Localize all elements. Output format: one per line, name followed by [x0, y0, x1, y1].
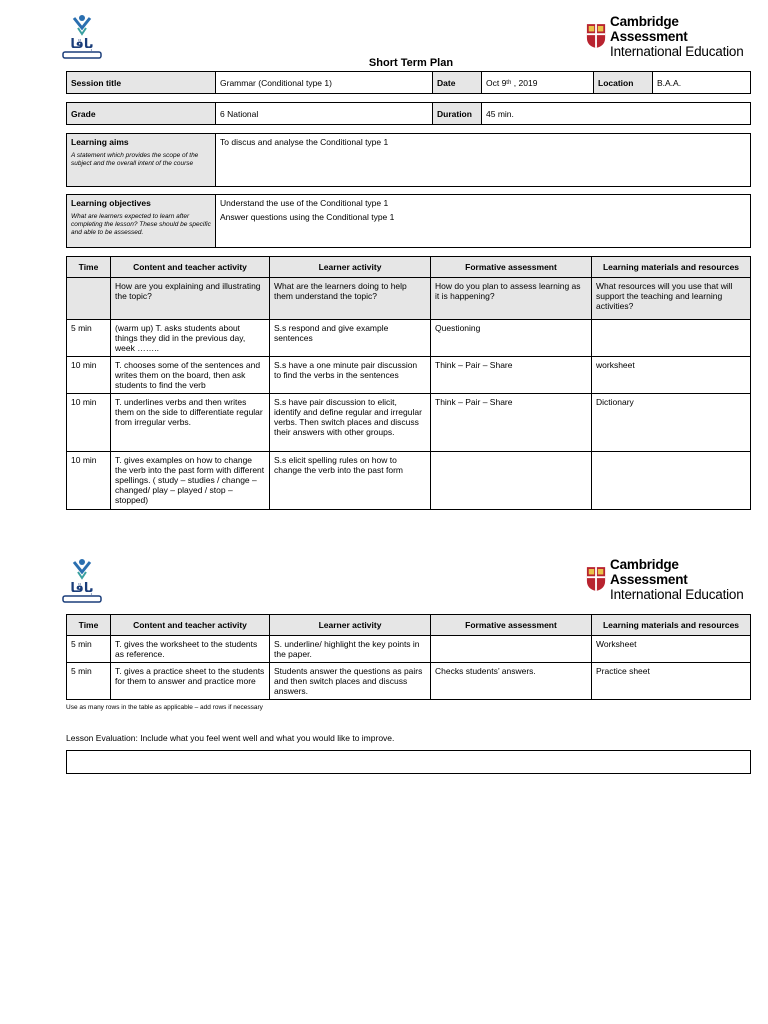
table-row: [67, 394, 751, 452]
table-cell: T. underlines verbs and then writes them on the side to differentiate regular from irregular verbs.: [111, 394, 270, 452]
cambridge-logo: [586, 13, 746, 59]
table-cell: worksheet: [592, 357, 751, 394]
cambridge-shield-icon: [586, 565, 606, 593]
objectives-value: [216, 195, 751, 248]
table-cell: S.s have pair discussion to elicit, identify and define regular and irregular verbs. Then switch places and discuss their answers with other groups.: [270, 394, 431, 452]
duration-label: Duration: [433, 103, 482, 125]
grade-value: 6 National: [216, 103, 433, 125]
date-label: Date: [433, 72, 482, 94]
cambridge-line2: International Education: [610, 586, 744, 602]
col-assessment: Formative assessment: [431, 257, 592, 278]
table-cell: Worksheet: [592, 636, 751, 663]
table-cell: (warm up) T. asks students about things they did in the previous day, week ……..: [111, 320, 270, 357]
table-cell: 5 min: [67, 663, 111, 700]
table-cell: T. chooses some of the sentences and writes them on the board, then ask students to find the verb: [111, 357, 270, 394]
evaluation-box[interactable]: [66, 750, 751, 774]
table-row: [67, 320, 751, 357]
col-time: Time: [67, 257, 111, 278]
col-assessment: Formative assessment: [431, 615, 592, 636]
objectives-label: Learning objectives: [71, 198, 151, 208]
objectives-note: What are learners expected to learn after completing the lesson? These should be specific and able to be assessed.: [71, 213, 211, 236]
table-cell: T. gives examples on how to change the verb into the past form with different spellings. ( study – studies / change – changed/ play – played / stop – stopped): [111, 452, 270, 510]
col-content: Content and teacher activity: [111, 615, 270, 636]
aims-value: To discus and analyse the Conditional type 1: [216, 134, 751, 187]
date-value: Oct 9ᵗʰ , 2019: [482, 72, 594, 94]
col-learner: Learner activity: [270, 257, 431, 278]
objectives-table: [66, 194, 751, 248]
table-cell: [431, 452, 592, 510]
table-cell: Think – Pair – Share: [431, 357, 592, 394]
guide-cell: How are you explaining and illustrating the topic?: [111, 278, 270, 320]
aims-table: [66, 133, 751, 187]
grade-table: [66, 102, 751, 125]
plan-table: [66, 256, 751, 510]
table-cell: S.s respond and give example sentences: [270, 320, 431, 357]
table-cell: 10 min: [67, 357, 111, 394]
aims-label-cell: [67, 134, 216, 187]
objective-1: Understand the use of the Conditional type 1: [220, 198, 389, 208]
table-cell: Think – Pair – Share: [431, 394, 592, 452]
duration-value: 45 min.: [482, 103, 751, 125]
cambridge-shield-icon: [586, 22, 606, 50]
guide-cell: How do you plan to assess learning as it is happening?: [431, 278, 592, 320]
cambridge-line2: International Education: [610, 43, 744, 59]
table-cell: [592, 320, 751, 357]
school-logo-page2: [60, 558, 104, 606]
svg-text:باقا: باقا: [70, 581, 94, 596]
table-row: [67, 663, 751, 700]
col-resources: Learning materials and resources: [592, 615, 751, 636]
objective-2: Answer questions using the Conditional type 1: [220, 212, 395, 222]
guide-row: [67, 278, 751, 320]
table-row: [67, 452, 751, 510]
table-row: [67, 636, 751, 663]
table-cell: Practice sheet: [592, 663, 751, 700]
table-cell: T. gives a practice sheet to the students for them to answer and practice more: [111, 663, 270, 700]
school-logo: [60, 14, 104, 62]
aims-label: Learning aims: [71, 137, 129, 147]
table-cell: Checks students’ answers.: [431, 663, 592, 700]
table-cell: T. gives the worksheet to the students as reference.: [111, 636, 270, 663]
cambridge-line1: Cambridge Assessment: [610, 556, 688, 587]
aims-note: A statement which provides the scope of the subject and the overall intent of the course: [71, 152, 199, 167]
svg-text:باقا: باقا: [70, 37, 94, 52]
col-learner: Learner activity: [270, 615, 431, 636]
objectives-label-cell: [67, 195, 216, 248]
plan-table-page2: [66, 614, 751, 700]
table-cell: [592, 452, 751, 510]
cambridge-logo-page2: [586, 556, 746, 602]
grade-label: Grade: [67, 103, 216, 125]
guide-cell: What resources will you use that will support the teaching and learning activities?: [592, 278, 751, 320]
evaluation-label: Lesson Evaluation: Include what you feel went well and what you would like to improve.: [66, 733, 395, 743]
page-title: Short Term Plan: [368, 57, 454, 69]
cambridge-line1: Cambridge Assessment: [610, 13, 688, 44]
col-resources: Learning materials and resources: [592, 257, 751, 278]
table-cell: Dictionary: [592, 394, 751, 452]
session-table: [66, 71, 751, 94]
location-label: Location: [594, 72, 653, 94]
table-cell: 10 min: [67, 452, 111, 510]
session-value: Grammar (Conditional type 1): [216, 72, 433, 94]
table-row: [67, 357, 751, 394]
col-content: Content and teacher activity: [111, 257, 270, 278]
rows-note: Use as many rows in the table as applicable – add rows if necessary: [66, 704, 263, 711]
guide-cell: [67, 278, 111, 320]
session-label: Session title: [67, 72, 216, 94]
table-cell: Students answer the questions as pairs and then switch places and discuss answers.: [270, 663, 431, 700]
table-cell: S.s elicit spelling rules on how to change the verb into the past form: [270, 452, 431, 510]
table-cell: [431, 636, 592, 663]
table-cell: S.s have a one minute pair discussion to find the verbs in the sentences: [270, 357, 431, 394]
col-time: Time: [67, 615, 111, 636]
table-cell: 10 min: [67, 394, 111, 452]
table-cell: S. underline/ highlight the key points in the paper.: [270, 636, 431, 663]
table-cell: Questioning: [431, 320, 592, 357]
location-value: B.A.A.: [653, 72, 751, 94]
guide-cell: What are the learners doing to help them understand the topic?: [270, 278, 431, 320]
table-cell: 5 min: [67, 636, 111, 663]
table-cell: 5 min: [67, 320, 111, 357]
